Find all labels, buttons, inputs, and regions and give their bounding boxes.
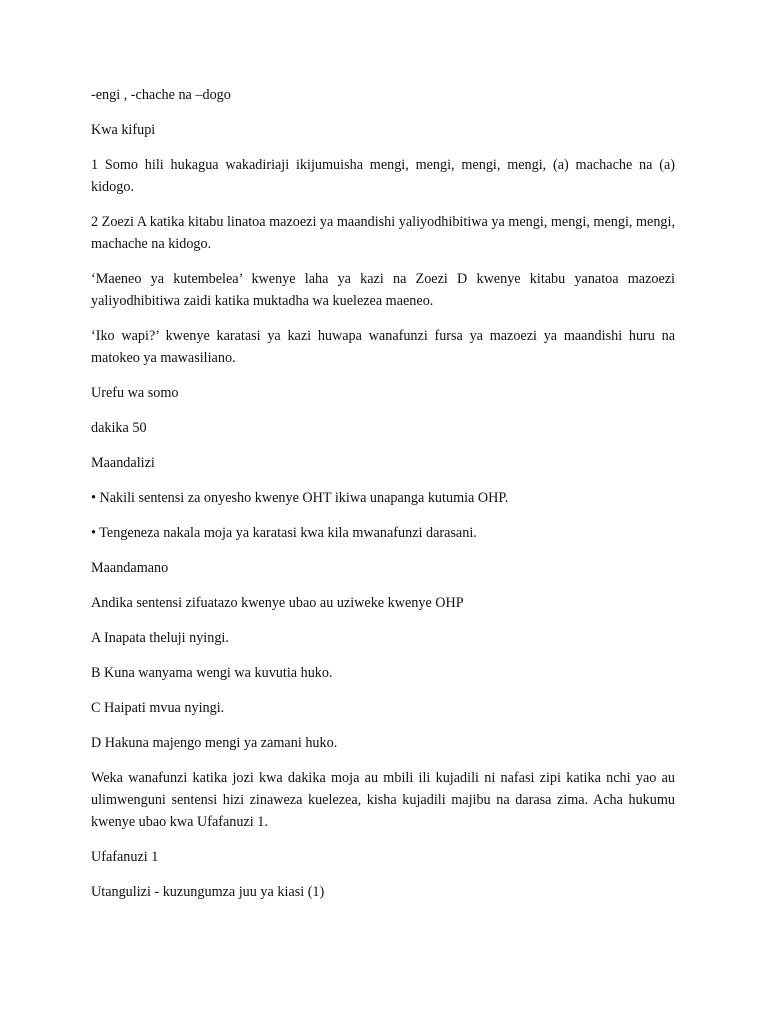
- document-page: [91, 84, 675, 916]
- sentence-d: D Hakuna majengo mengi ya zamani huko.: [91, 735, 338, 751]
- pair-work-instruction: Weka wanafunzi katika jozi kwa dakika moja au mbili ili kujadili ni nafasi zipi katika nchi yao au ulimwenguni sentensi hizi zinaweza kuelezea, kisha kujadili majibu na darasa zima. Acha hukumu kwenye ubao kwa Ufafanuzi 1.: [91, 770, 675, 830]
- summary-where-is-it: ‘Iko wapi?’ kwenye karatasi ya kazi huwapa wanafunzi fursa ya mazoezi ya maandishi huru na matokeo ya mawasiliano.: [91, 328, 675, 366]
- preparation-item-1: • Nakili sentensi za onyesho kwenye OHT ikiwa unapanga kutumia OHP.: [91, 490, 509, 506]
- heading-quantifiers: -engi , -chache na –dogo: [91, 87, 231, 103]
- heading-explanation-1: Ufafanuzi 1: [91, 849, 159, 865]
- sentence-b: B Kuna wanyama wengi wa kuvutia huko.: [91, 665, 333, 681]
- introduction-line: Utangulizi - kuzungumza juu ya kiasi (1): [91, 884, 325, 900]
- heading-preparation: Maandalizi: [91, 455, 155, 471]
- heading-demonstration: Maandamano: [91, 560, 169, 576]
- preparation-item-2: • Tengeneza nakala moja ya karatasi kwa kila mwanafunzi darasani.: [91, 525, 477, 541]
- heading-lesson-length: Urefu wa somo: [91, 385, 179, 401]
- summary-places-to-visit: ‘Maeneo ya kutembelea’ kwenye laha ya kazi na Zoezi D kwenye kitabu yanatoa mazoezi yaliyodhibitiwa zaidi katika muktadha wa kuelezea maeneo.: [91, 271, 675, 309]
- summary-point-2: 2 Zoezi A katika kitabu linatoa mazoezi ya maandishi yaliyodhibitiwa ya mengi, mengi, mengi, mengi, machache na kidogo.: [91, 214, 675, 252]
- demonstration-instruction: Andika sentensi zifuatazo kwenye ubao au uziweke kwenye OHP: [91, 595, 464, 611]
- lesson-length-value: dakika 50: [91, 420, 147, 436]
- summary-point-1: 1 Somo hili hukagua wakadiriaji ikijumuisha mengi, mengi, mengi, mengi, (a) machache na (a) kidogo.: [91, 157, 675, 195]
- sentence-a: A Inapata theluji nyingi.: [91, 630, 229, 646]
- sentence-c: C Haipati mvua nyingi.: [91, 700, 225, 716]
- heading-summary: Kwa kifupi: [91, 122, 156, 138]
